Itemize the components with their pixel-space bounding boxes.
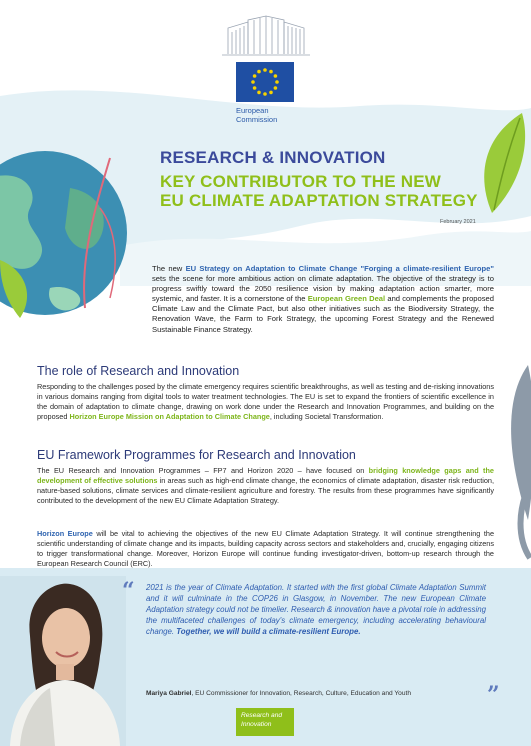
role-text: Responding to the challenges posed by the climate emergency requires scientific breakthroughs, as well as testing and de-risking innovations in various domains ranging from digital tools to water treatment technologies. The EU is set to expand the frontiers of scientific excellence in the domain of adaptation to climate change, drawing on work done under the Research and Innovation Programmes, and building on the proposed (37, 382, 494, 421)
quote-author-role: , EU Commissioner for Innovation, Research, Culture, Education and Youth (191, 690, 411, 697)
quote-open-mark: “ (122, 578, 135, 604)
quote-author: Mariya Gabriel (146, 690, 192, 697)
commissioner-portrait (0, 576, 126, 746)
leaf-decoration-icon (498, 360, 531, 560)
badge-line2: Innovation (241, 720, 272, 728)
framework-heading: EU Framework Programmes for Research and Innovation (37, 448, 356, 462)
intro-text: The new (152, 264, 186, 273)
research-innovation-badge (236, 708, 294, 736)
page-title-line2: EU CLIMATE ADAPTATION STRATEGY (160, 191, 478, 210)
framework-text: will be vital to achieving the objectives of the new EU Climate Adaptation Strategy. It will continue strengthening the scientific understanding of climate change and its impacts, building capacity across sectors and stakeholders and, crucially, engaging citizens to trigger transformational change. Moreover, Horizon Europe will continue funding investigator-driven, bottom-up research through the European Research Council (ERC). (37, 529, 494, 568)
role-heading: The role of Research and Innovation (37, 364, 240, 378)
adaptation-strategy-link[interactable]: EU Strategy on Adaptation to Climate Change "Forging a climate-resilient Europe" (185, 264, 494, 273)
role-text: , including Societal Transformation. (269, 412, 384, 421)
quote-close-mark: ” (487, 682, 500, 708)
european-commission-logo (218, 14, 314, 122)
quote-body: 2021 is the year of Climate Adaptation. It started with the first global Climate Adaptation Summit and it will culminate in the COP26 in Glasgow, in November. The new European Climate Adaptation strategy could not be timelier. Research & innovation have a pivotal role in addressing the multifaceted challenges of today's climate emergency, including accelerating behavioural change. (146, 583, 486, 637)
knowledge-gaps-link[interactable]: bridging knowledge gaps and the development of effective solutions (37, 466, 494, 485)
green-deal-link[interactable]: European Green Deal (307, 294, 386, 304)
section-kicker: RESEARCH & INNOVATION (160, 148, 386, 167)
page-title-line1: KEY CONTRIBUTOR TO THE NEW (160, 172, 441, 191)
commission-building-icon (218, 14, 314, 58)
publication-date: February 2021 (440, 219, 476, 225)
intro-paragraph (152, 264, 494, 335)
role-paragraph (37, 382, 494, 422)
badge-line1: Research and (241, 712, 283, 719)
logo-line1: European (236, 106, 269, 115)
leaf-decoration-icon (0, 250, 40, 320)
quote-emphasis: Together, we will build a climate-resilient Europe. (176, 627, 361, 637)
eu-flag-icon (236, 62, 294, 102)
framework-paragraph-2 (37, 529, 494, 569)
framework-paragraph-1 (37, 466, 494, 506)
horizon-europe-link[interactable]: Horizon Europe (37, 529, 93, 538)
framework-text: The EU Research and Innovation Programmes – FP7 and Horizon 2020 – have focused on (37, 466, 369, 475)
quote-attribution (146, 690, 486, 697)
horizon-mission-link[interactable]: Horizon Europe Mission on Adaptation to Climate Change (69, 412, 270, 421)
intro-text: sets the scene for more ambitious action on climate adaptation. The objective of the strategy is to progress swiftly toward the 2050 resilience vision by making adaptation action smarter, more systemic, and faster. It is a cornerstone of the (152, 274, 494, 304)
intro-text: and complements the proposed Climate Law and the Climate Pact, but also other initiatives such as the Biodiversity Strategy, the Renovation Wave, the Farm to Fork Strategy, the upcoming Forest Strategy and the Renewed Sustainable Finance Strategy. (152, 294, 494, 334)
logo-line2: Commission (236, 115, 278, 124)
logo-text (236, 106, 277, 124)
framework-text: in areas such as high-end climate change, the economics of climate adaptation, disaster risk reduction, nature-based solutions, climate services and climate-resilient agriculture and forestry. The results from these programmes have significantly contributed to the development of the new EU Climate Adaptation Strategy. (37, 476, 495, 505)
page-title (160, 172, 500, 210)
quote-text (146, 582, 486, 637)
